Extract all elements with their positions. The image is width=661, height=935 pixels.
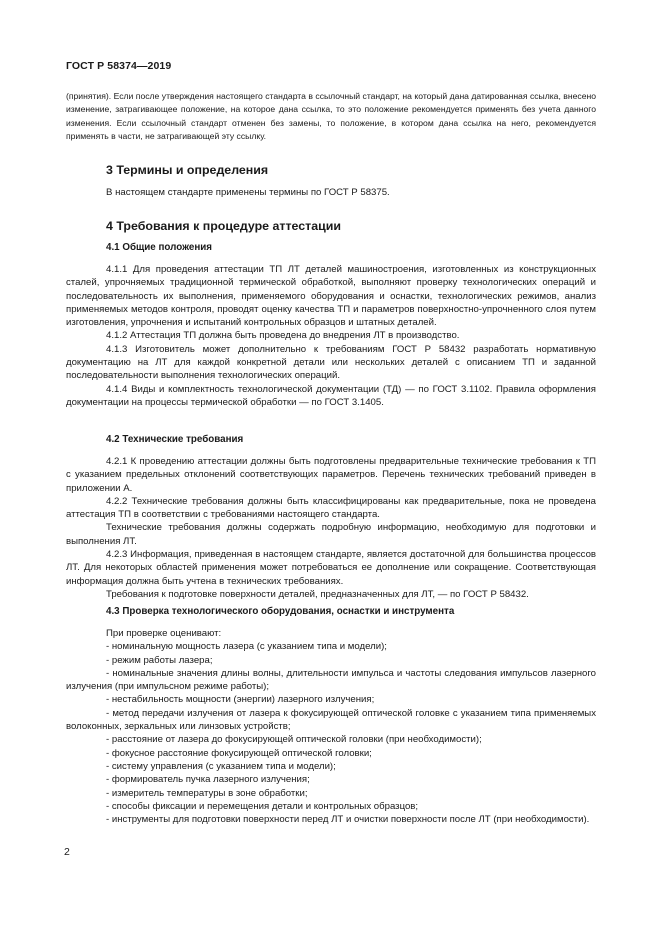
paragraph-4-1-3: 4.1.3 Изготовитель может дополнительно к требованиям ГОСТ Р 58432 разработать нормативную документацию на ЛТ для каждой конкретной детали или нескольких деталей с описанием ТП и заданной последовательности выполнения технологических операций. [66, 343, 596, 382]
paragraph-4-1-4: 4.1.4 Виды и комплектность технологической документации (ТД) — по ГОСТ 3.1102. Правила оформления документации на процессы термической обработки — по ГОСТ 3.1405. [66, 383, 596, 408]
list-lead: При проверке оценивают: [106, 628, 222, 639]
paragraph: В настоящем стандарте применены термины по ГОСТ Р 58375. [106, 187, 390, 198]
subsection-4-2-heading: 4.2 Технические требования [106, 434, 244, 445]
list-item: - измеритель температуры в зоне обработки; [106, 787, 308, 799]
list-item: - номинальные значения длины волны, длительности импульса и частоты следования импульсов лазерного излучения (при импульсном режиме работы); [66, 667, 596, 693]
subsection-4-1-heading: 4.1 Общие положения [106, 242, 213, 253]
section-4-heading: 4 Требования к процедуре аттестации [106, 219, 341, 233]
subsection-4-3-body [66, 627, 596, 826]
paragraph-4-2-3: 4.2.3 Информация, приведенная в настоящем стандарте, является достаточной для большинства процессов ЛТ. Для некоторых областей применения может потребоваться ее дополнение или сокращение. Соответствующая информация должна быть учтена в технических требованиях. [66, 549, 596, 587]
list-item: - способы фиксации и перемещения детали и контрольных образцов; [106, 800, 419, 812]
paragraph-4-1-1: 4.1.1 Для проведения аттестации ТП ЛТ деталей машиностроения, изготовленных из конструкционных сталей, упрочняемых традиционной термической обработкой, выполняют проверку технологических операций и последовательность их выполнения, применяемого оборудования и оснастки, технологических режимов, анализ применяемых методов контроля, проводят оценку качества ТП и параметров поверхностно-упрочненного слоя путем изготовления, упрочнения и испытаний контрольных образцов и штатных деталей. [66, 264, 596, 329]
list-item: - нестабильность мощности (энергии) лазерного излучения; [106, 694, 375, 706]
subsection-4-2-body [66, 455, 596, 601]
subsection-4-3-heading: 4.3 Проверка технологического оборудования, оснастки и инструмента [106, 606, 455, 617]
paragraph-4-2-1: 4.2.1 К проведению аттестации должны быть подготовлены предварительные технические требования к ТП с указанием предельных отклонений соответствующих параметров. Перечень технических требований приведен в приложении А. [66, 456, 596, 494]
list-item: - расстояние от лазера до фокусирующей оптической головки (при необходимости); [106, 734, 482, 746]
subsection-4-1-body [66, 263, 596, 409]
page-number: 2 [64, 846, 70, 858]
document-header: ГОСТ Р 58374—2019 [66, 60, 172, 72]
paragraph-4-1-2: 4.1.2 Аттестация ТП должна быть проведена до внедрения ЛТ в производство. [106, 330, 460, 342]
list-item: - систему управления (с указанием типа и модели); [106, 760, 336, 772]
paragraph-4-2-2-cont: Технические требования должны содержать подробную информацию, необходимую для подготовки и выполнения ЛТ. [66, 522, 596, 547]
list-item: - номинальную мощность лазера (с указанием типа и модели); [106, 641, 387, 653]
list-item: - фокусное расстояние фокусирующей оптической головки; [106, 747, 372, 759]
list-item: - метод передачи излучения от лазера к фокусирующей оптической головке с указанием типа применяемых волоконных, зеркальных или линзовых устройств; [66, 707, 596, 733]
section-3-text [66, 186, 596, 199]
paragraph-4-2-3-cont: Требования к подготовке поверхности деталей, предназначенных для ЛТ, — по ГОСТ Р 58432. [106, 588, 529, 600]
paragraph-4-2-2: 4.2.2 Технические требования должны быть классифицированы как предварительные, пока не проведена аттестация ТП в соответствии с требованиями настоящего стандарта. [66, 495, 596, 521]
intro-note: (принятия). Если после утверждения настоящего стандарта в ссылочный стандарт, на который дана датированная ссылка, внесено изменение, затрагивающее положение, на которое дана ссылка, то это положение рекомендуется применять без учета данного изменения. Если ссылочный стандарт отменен без замены, то положение, в котором дана ссылка на него, рекомендуется применять в части, не затрагивающей эту ссылку. [66, 91, 596, 141]
list-item: - режим работы лазера; [106, 654, 213, 666]
list-item: - инструменты для подготовки поверхности перед ЛТ и очистки поверхности после ЛТ (при необходимости). [106, 814, 590, 826]
list-item: - формирователь пучка лазерного излучения; [106, 774, 310, 786]
section-3-heading: 3 Термины и определения [106, 163, 269, 177]
